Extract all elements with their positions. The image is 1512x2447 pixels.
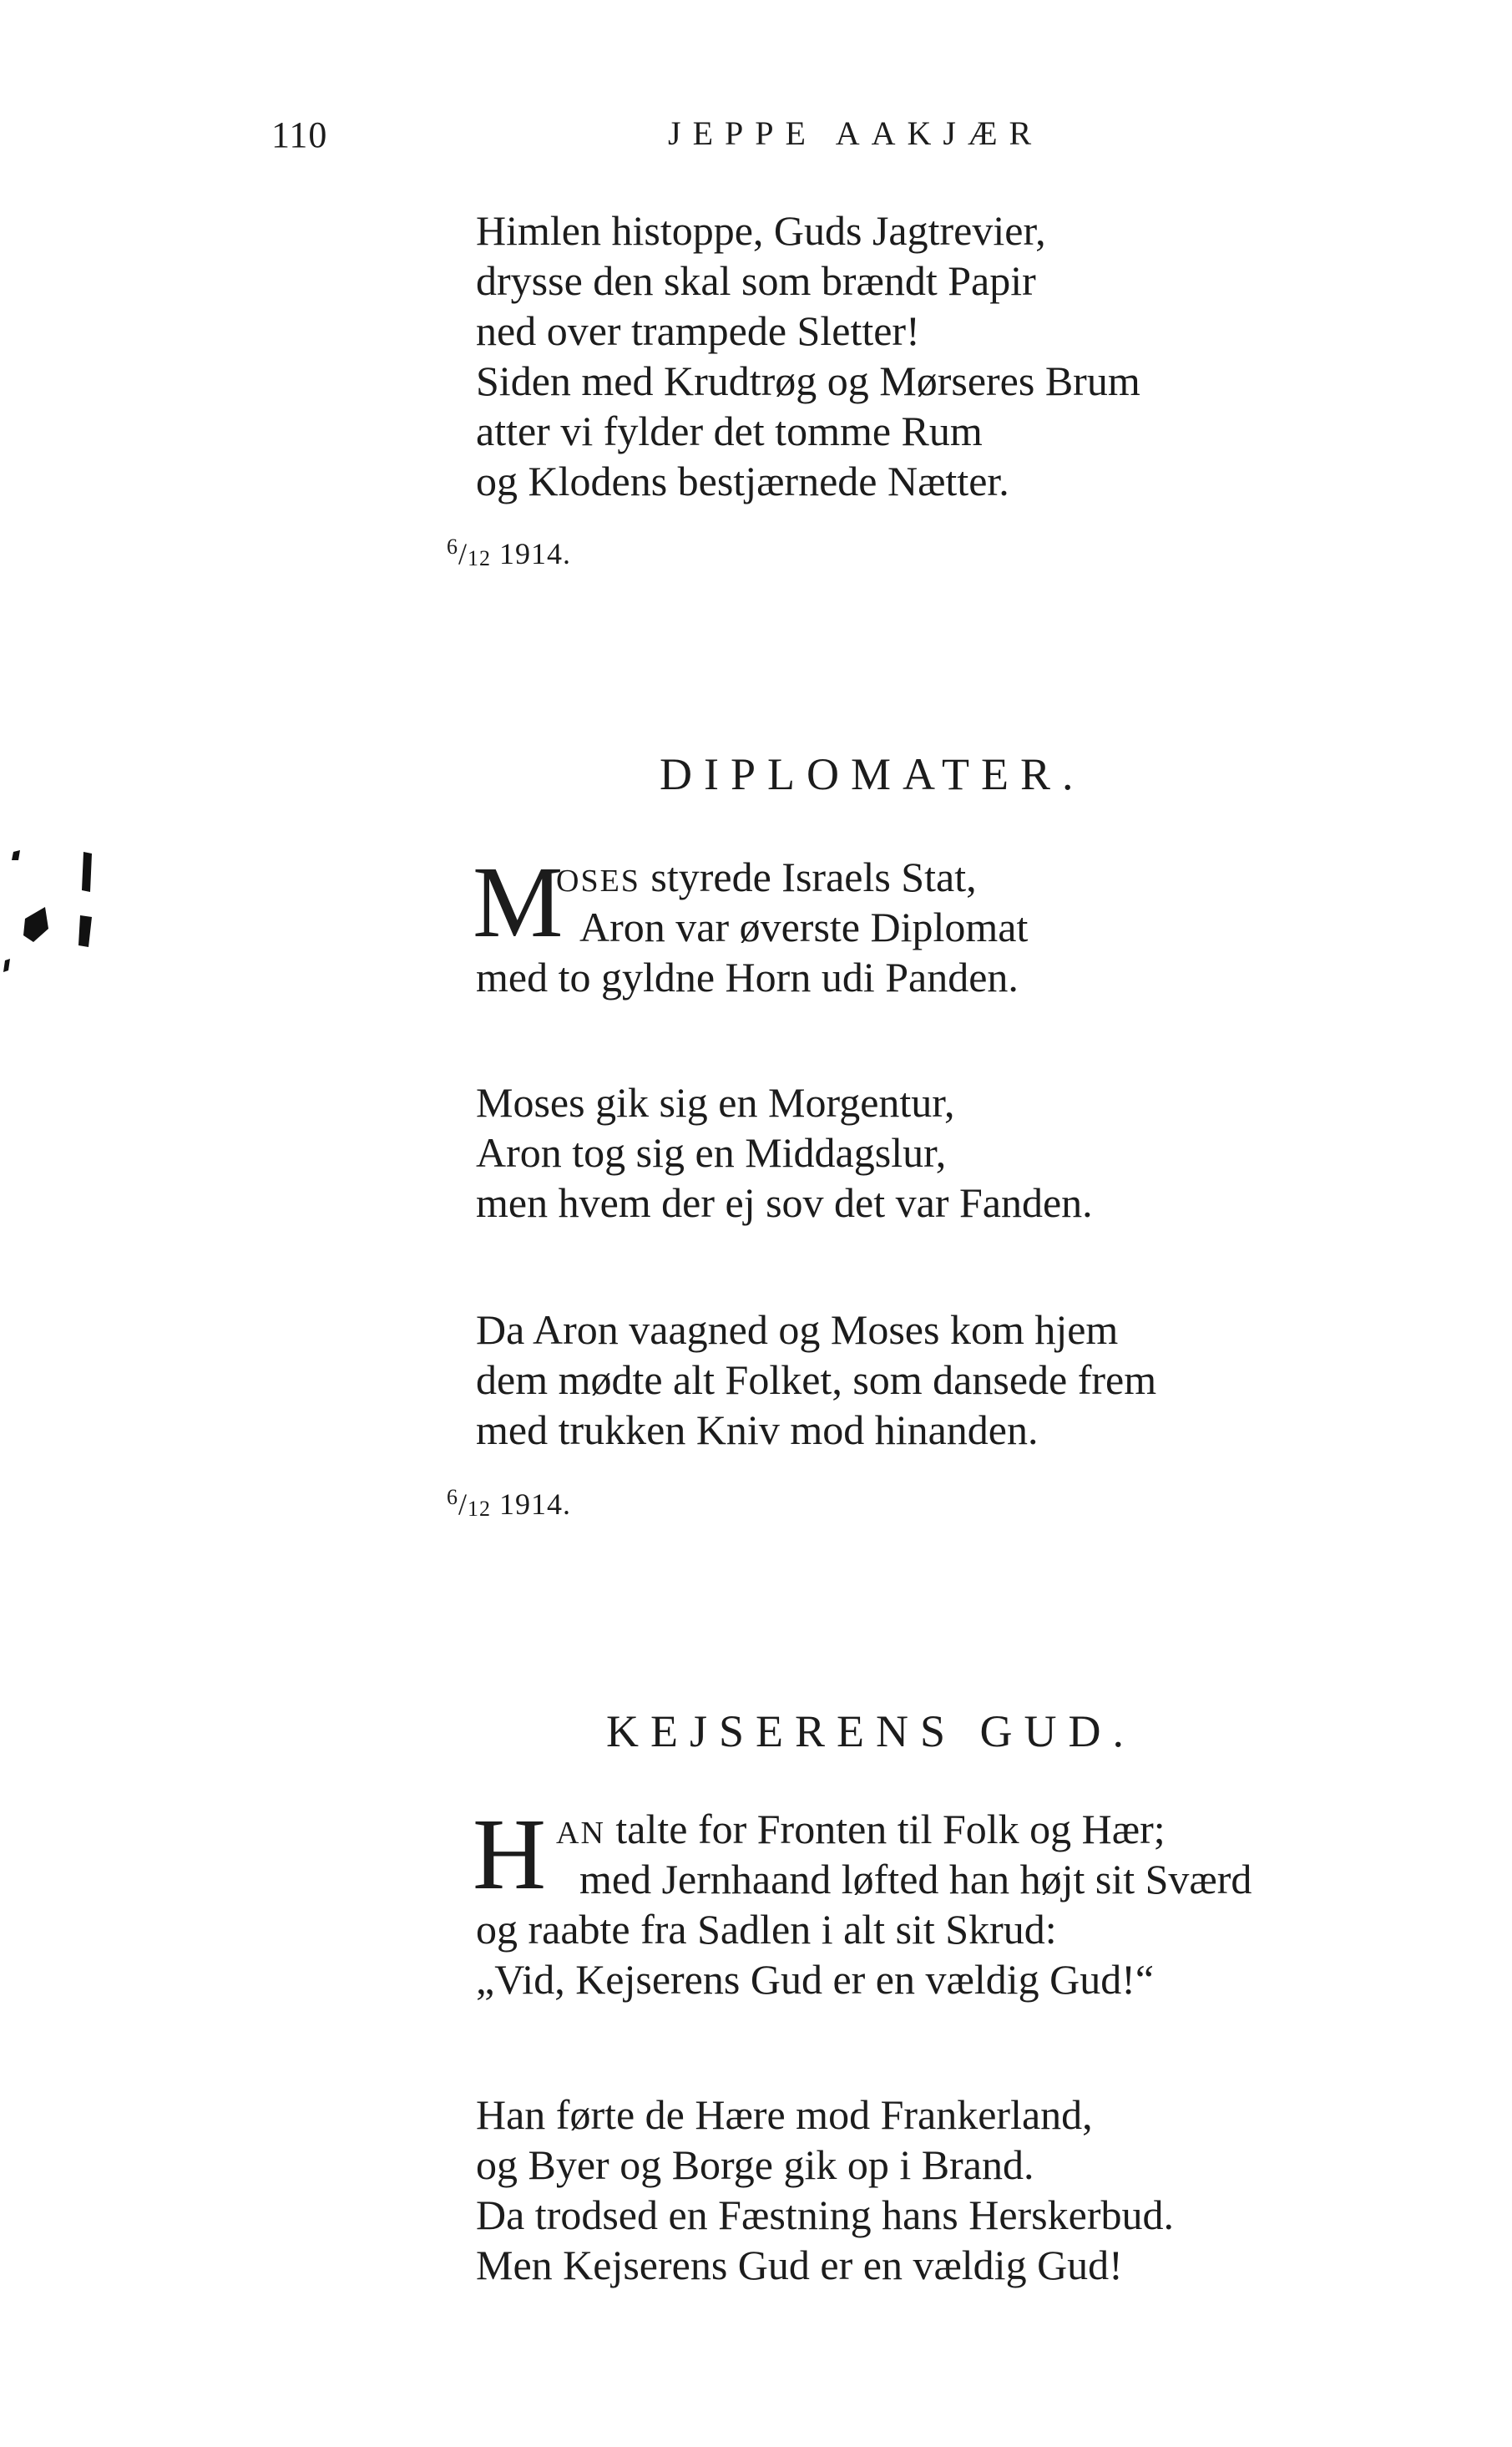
poem-line: Han førte de Hære mod Frankerland, (476, 2091, 1093, 2138)
poem3-first-line (476, 1804, 1252, 1854)
poem-line: ned over trampede Sletter! (476, 307, 920, 354)
poem-line: med trukken Kniv mod hinanden. (476, 1406, 1039, 1453)
poem-line: atter vi fylder det tomme Rum (476, 408, 983, 454)
page-number: 110 (271, 114, 328, 155)
first-line-rest: talte for Fronten til Folk og Hær; (604, 1806, 1166, 1852)
poem2-stanza-3 (476, 1305, 1156, 1455)
running-head: JEPPE AAKJÆR (668, 114, 1044, 152)
poem-line: Moses gik sig en Morgentur, (476, 1079, 955, 1126)
poem-line: og Byer og Borge gik op i Brand. (476, 2141, 1034, 2188)
poem-line: „Vid, Kejserens Gud er en vældig Gud!“ (476, 1956, 1155, 2003)
poem2-stanza-1 (476, 852, 1028, 1002)
date-month: 12 (468, 546, 492, 570)
poem-line: med to gyldne Horn udi Panden. (476, 954, 1019, 1001)
poem2-dropcap: M (473, 846, 564, 959)
poem-line: med Jernhaand løfted han højt sit Sværd (579, 1856, 1252, 1902)
poem2-title: DIPLOMATER. (660, 749, 1085, 799)
poem2-date: $^6/_{12}$ 1914. (447, 1485, 572, 1521)
poem2-stanza-2 (476, 1077, 1093, 1228)
poem-line: Siden med Krudtrøg og Mørseres Brum (476, 357, 1140, 404)
poem-line: Aron var øverste Diplomat (579, 904, 1029, 950)
poem-line: og Klodens bestjærnede Nætter. (476, 458, 1009, 504)
poem3-dropcap: H (473, 1798, 547, 1911)
poem-line: Da trodsed en Fæstning hans Herskerbud. (476, 2191, 1174, 2238)
poem1-date: $^6/_{12}$ 1914. (447, 534, 572, 570)
scan-margin-marks (0, 835, 100, 1002)
poem2-first-line (476, 852, 1028, 902)
first-word-rest: AN (556, 1816, 605, 1851)
poem3-stanza-1 (476, 1804, 1252, 2004)
poem3-title: KEJSERENS GUD. (606, 1706, 1136, 1756)
first-word-rest: OSES (556, 864, 640, 899)
poem-line: Himlen histoppe, Guds Jagtrevier, (476, 207, 1046, 254)
poem-line: Da Aron vaagned og Moses kom hjem (476, 1306, 1119, 1353)
first-line-rest: styrede Israels Stat, (640, 854, 977, 900)
poem-line: Aron tog sig en Middagslur, (476, 1129, 947, 1176)
date-day: 6 (447, 1485, 458, 1509)
date-month: 12 (468, 1497, 492, 1521)
date-year: 1914. (499, 537, 572, 570)
date-year: 1914. (499, 1487, 572, 1521)
date-day: 6 (447, 534, 458, 559)
poem-line: og raabte fra Sadlen i alt sit Skrud: (476, 1906, 1057, 1953)
poem3-stanza-2 (476, 2090, 1174, 2290)
poem-line: dem mødte alt Folket, som dansede frem (476, 1356, 1157, 1403)
poem-line: drysse den skal som brændt Papir (476, 257, 1036, 304)
poem-line: men hvem der ej sov det var Fanden. (476, 1179, 1093, 1226)
poem1-stanza (476, 205, 1140, 506)
poem-line: Men Kejserens Gud er en vældig Gud! (476, 2242, 1123, 2288)
